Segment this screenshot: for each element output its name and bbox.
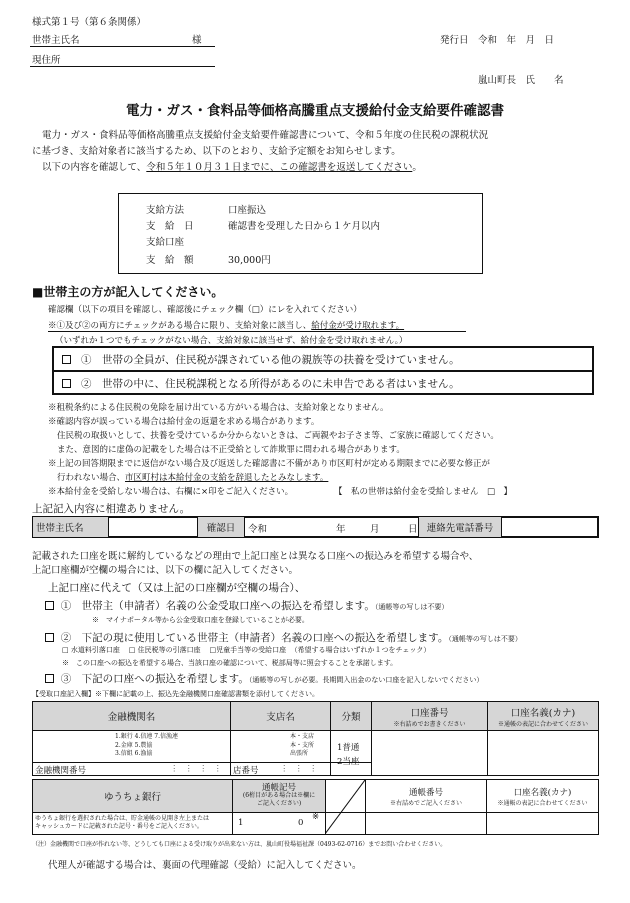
bank-code-boxes[interactable]: ⋮⋮⋮⋮	[170, 764, 228, 774]
amount-value: 30,000円	[228, 255, 271, 266]
option-1[interactable]: ① 世帯主（申請者）名義の公金受取口座への振込を希望します。（通帳等の写しは不要）	[45, 598, 448, 613]
section1-heading: ■世帯主の方が記入してください。	[32, 285, 224, 299]
note-5: ※上記の回答期限までに返信がない場合及び返送した確認書に不備があり市区町村が定める期限までに必要な修正が	[48, 459, 491, 469]
note-3: 住民税の取扱いとして、扶養を受けているか分からないときは、ご両親やお子さま等、ご家族に確認してください。	[57, 431, 499, 441]
yucho-symbol-header: 通帳記号 (6桁目がある場合は※欄に ご記入ください)	[233, 780, 325, 812]
account-types[interactable]: 1普通 2当座	[337, 743, 360, 767]
confirm-name-field[interactable]	[109, 517, 197, 537]
note-4: また、意図的に虚偽の記載をした場合は不正受給として詐欺罪に問われる場合があります。	[57, 445, 405, 455]
date-value: 確認書を受理した日から１ケ月以内	[228, 221, 381, 232]
sama-label: 様	[192, 35, 202, 46]
bank-form-caption: 【受取口座記入欄】※下欄に記載の上、振込先金融機関口座確認書類を添付してください。	[32, 690, 319, 698]
note-2: ※確認内容が誤っている場合は給付金の返還を求める場合があります。	[48, 417, 320, 427]
method-label: 支給方法	[146, 205, 185, 216]
option-2-checkbox[interactable]	[45, 633, 54, 642]
branch-code-boxes[interactable]: ⋮⋮⋮	[280, 764, 324, 774]
col-holder: 口座名義(カナ) ※通帳の表記に合わせてください	[488, 702, 598, 730]
branch-code-label: 店番号	[233, 766, 259, 776]
note-6: 行われない場合、市区町村は本給付金の支給を辞退したとみなします。	[57, 473, 329, 483]
yucho-note: ゆうちょ銀行を選択された場合は、貯金通帳の見開き左上または キャッシュカードに記載された記号・番号をご記入ください。	[35, 815, 210, 830]
form-number: 様式第１号（第６条関係）	[32, 17, 147, 28]
proxy-note: 代理人が確認する場合は、裏面の代理確認（受給）に記入してください。	[48, 860, 362, 871]
amount-label: 支 給 額	[146, 255, 194, 266]
note-7: ※本給付金を受給しない場合は、右欄に×印をご記入ください。	[48, 487, 294, 497]
yucho-symbol-0: 0	[298, 818, 304, 828]
requirement-2[interactable]: ② 世帯の中に、住民税課税となる所得があるのに未申告である者はいません。	[62, 376, 460, 391]
bank-types: 1.銀行 4.信連 7.信漁連 2.金庫 5.農協 3.信組 6.漁協	[115, 733, 178, 757]
account-label: 支給口座	[146, 237, 185, 248]
date-label: 支 給 日	[146, 221, 194, 232]
intro-line-3: 以下の内容を確認して、令和５年１０月３１日までに、この確認書を返送してください。	[42, 162, 422, 173]
alt-para-1: 記載された口座を既に解約しているなどの理由で上記口座とは異なる口座への振込みを希望する場合や、	[32, 551, 479, 562]
bank-code-label: 金融機関番号	[35, 766, 87, 776]
confirm-text: 上記記入内容に相違ありません。	[32, 503, 191, 515]
col-bank-name: 金融機関名	[33, 702, 230, 730]
yucho-divider-slash	[325, 780, 365, 834]
option-1-note: ※ マイナポータル等から公金受取口座を登録していることが必要。	[92, 616, 309, 624]
requirement-1-checkbox[interactable]	[62, 355, 71, 364]
option-1-checkbox[interactable]	[45, 601, 54, 610]
address-label: 現住所	[32, 55, 61, 66]
option-2-choices: □ 水道料引落口座 □ 住民税等の引落口座 □児童手当等の受給口座 （希望する場合はいずれか１つをチェック）	[62, 646, 431, 654]
intro-line-1: 電力・ガス・食料品等価格高騰重点支援給付金支給要件確認書について、令和５年度の住民税の課税状況	[42, 130, 489, 141]
confirm-phone-label: 連絡先電話番号	[419, 517, 501, 537]
confirm-date-label: 確認日	[198, 517, 244, 537]
alt-para-3: 上記口座に代えて（又は上記の口座欄が空欄の場合）、	[48, 582, 306, 594]
confirm-name-label: 世帯主氏名	[33, 517, 108, 537]
option-3-checkbox[interactable]	[45, 674, 54, 683]
alt-para-2: 上記口座欄が空欄の場合には、以下の欄に記入してください。	[32, 565, 299, 576]
confirm-reiwa: 令和	[248, 524, 268, 535]
requirement-2-checkbox[interactable]	[62, 379, 71, 388]
confirm-year: 年	[336, 524, 346, 535]
yucho-number-header: 通帳番号 ※右詰めでご記入ください	[389, 787, 462, 807]
footer-note: （注）金融機関で口座が作れない等、どうしても口座による受け取りが出来ない方は、嵐山町役場福祉課（0493-62-0716）までお問い合わせください。	[32, 841, 447, 848]
decline-option[interactable]: 【 私の世帯は給付金を受給しません □ 】	[334, 487, 513, 497]
option-2[interactable]: ② 下記の現に使用している世帯主（申請者）名義の口座への振込を希望します。（通帳等の写しは不要）	[45, 630, 522, 645]
check-note: 確認欄（以下の項目を確認し、確認後にチェック欄（□）にレを入れてください）	[48, 305, 362, 315]
intro-line-2: に基づき、支給対象者に該当するため、以下のとおり、支給予定額をお知らせします。	[32, 146, 401, 157]
note-b: （いずれか１つでもチェックがない場合、支給対象に該当せず、給付金を受け取れません。）	[55, 336, 408, 346]
confirm-month: 月	[370, 524, 380, 535]
mayor-name: 嵐山町長 氏 名	[478, 75, 564, 86]
requirement-1[interactable]: ① 世帯の全員が、住民税が課されている他の親族等の扶養を受けていません。	[62, 352, 460, 367]
confirm-day: 日	[408, 524, 418, 535]
issue-date: 発行日 令和 年 月 日	[440, 35, 555, 46]
page-title: 電力・ガス・食料品等価格高騰重点支援給付金支給要件確認書	[126, 103, 504, 119]
confirm-phone-field[interactable]	[502, 517, 598, 537]
note-a: ※①及び②の両方にチェックがある場合に限り、支給対象に該当し、給付金が受け取れます。	[48, 321, 405, 331]
option-3[interactable]: ③ 下記の口座への振込を希望します。（通帳等の写しが必要。長期間入出金のない口座を記入しないでください）	[45, 671, 483, 686]
col-type: 分類	[331, 702, 371, 730]
col-branch: 支店名	[231, 702, 330, 730]
yucho-kome: ※	[312, 812, 320, 822]
method-value: 口座振込	[228, 205, 267, 216]
option-2-note: ※ この口座への振込を希望する場合、当該口座の確認について、税部局等に照会することを承諾します。	[62, 659, 398, 667]
note-1: ※租税条約による住民税の免除を届け出ている方がいる場合は、支給対象となりません。	[48, 403, 389, 413]
yucho-holder-header: 口座名義(カナ) ※通帳の表記に合わせてください	[497, 787, 588, 807]
householder-name-label: 世帯主氏名	[32, 35, 80, 46]
col-account: 口座番号 ※右詰めでお書きください	[372, 702, 487, 730]
yucho-symbol-1: 1	[238, 818, 244, 828]
branch-types: 本・支店 本・支所 出張所	[290, 733, 315, 757]
yucho-label: ゆうちょ銀行	[33, 780, 232, 812]
